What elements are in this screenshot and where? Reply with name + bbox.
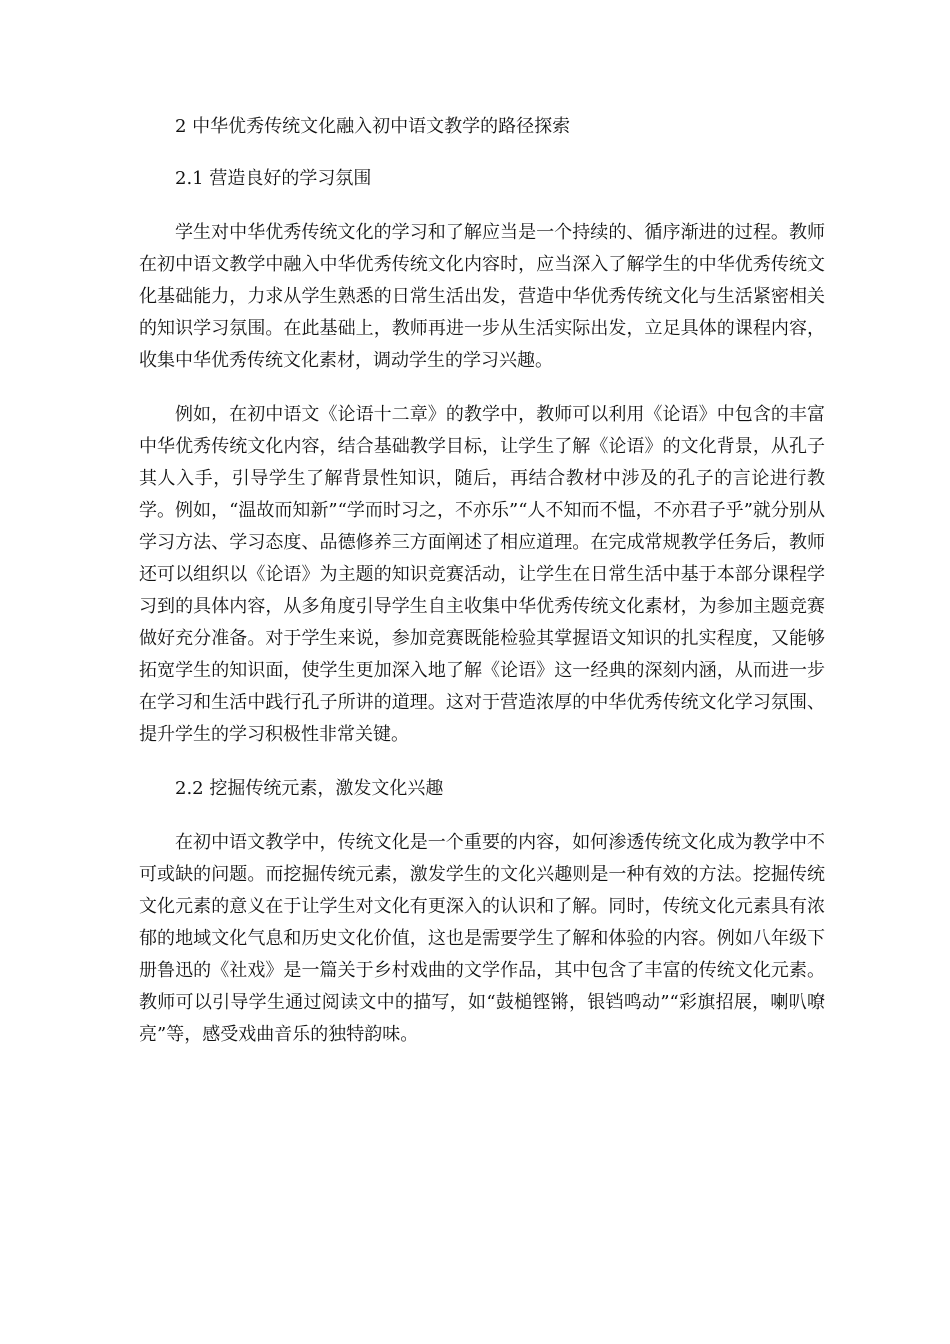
subsection-heading-2-2: 2.2 挖掘传统元素，激发文化兴趣 [175, 778, 444, 799]
subsection-heading-2-1: 2.1 营造良好的学习氛围 [175, 168, 372, 189]
paragraph-1: 学生对中华优秀传统文化的学习和了解应当是一个持续的、循序渐进的过程。教师在初中语文教学中融入中华优秀传统文化内容时，应当深入了解学生的中华优秀传统文化基础能力，力求从学生熟悉的日常生活出发，营造中华优秀传统文化与生活紧密相关的知识学习氛围。在此基础上，教师再进一步从生活实际出发，立足具体的课程内容，收集中华优秀传统文化素材，调动学生的学习兴趣。 [139, 222, 825, 371]
paragraph-2: 例如，在初中语文《论语十二章》的教学中，教师可以利用《论语》中包含的丰富中华优秀传统文化内容，结合基础教学目标，让学生了解《论语》的文化背景，从孔子其人入手，引导学生了解背景性知识，随后，再结合教材中涉及的孔子的言论进行教学。例如，“温故而知新”“学而时习之，不亦乐”“人不知而不愠，不亦君子乎”就分别从学习方法、学习态度、品德修养三方面阐述了相应道理。在完成常规教学任务后，教师还可以组织以《论语》为主题的知识竞赛活动，让学生在日常生活中基于本部分课程学习到的具体内容，从多角度引导学生自主收集中华优秀传统文化素材，为参加主题竞赛做好充分准备。对于学生来说，参加竞赛既能检验其掌握语文知识的扎实程度，又能够拓宽学生的知识面，使学生更加深入地了解《论语》这一经典的深刻内涵，从而进一步在学习和生活中践行孔子所讲的道理。这对于营造浓厚的中华优秀传统文化学习氛围、提升学生的学习积极性非常关键。 [139, 404, 825, 745]
section-heading-2: 2 中华优秀传统文化融入初中语文教学的路径探索 [175, 116, 571, 137]
paragraph-3: 在初中语文教学中，传统文化是一个重要的内容，如何渗透传统文化成为教学中不可或缺的问题。而挖掘传统元素，激发学生的文化兴趣则是一种有效的方法。挖掘传统文化元素的意义在于让学生对文化有更深入的认识和了解。同时，传统文化元素具有浓郁的地域文化气息和历史文化价值，这也是需要学生了解和体验的内容。例如八年级下册鲁迅的《社戏》是一篇关于乡村戏曲的文学作品，其中包含了丰富的传统文化元素。教师可以引导学生通过阅读文中的描写，如“鼓槌铿锵，银铛鸣动”“彩旗招展，喇叭嘹亮”等，感受戏曲音乐的独特韵味。 [139, 832, 825, 1045]
document-body [139, 111, 825, 1051]
